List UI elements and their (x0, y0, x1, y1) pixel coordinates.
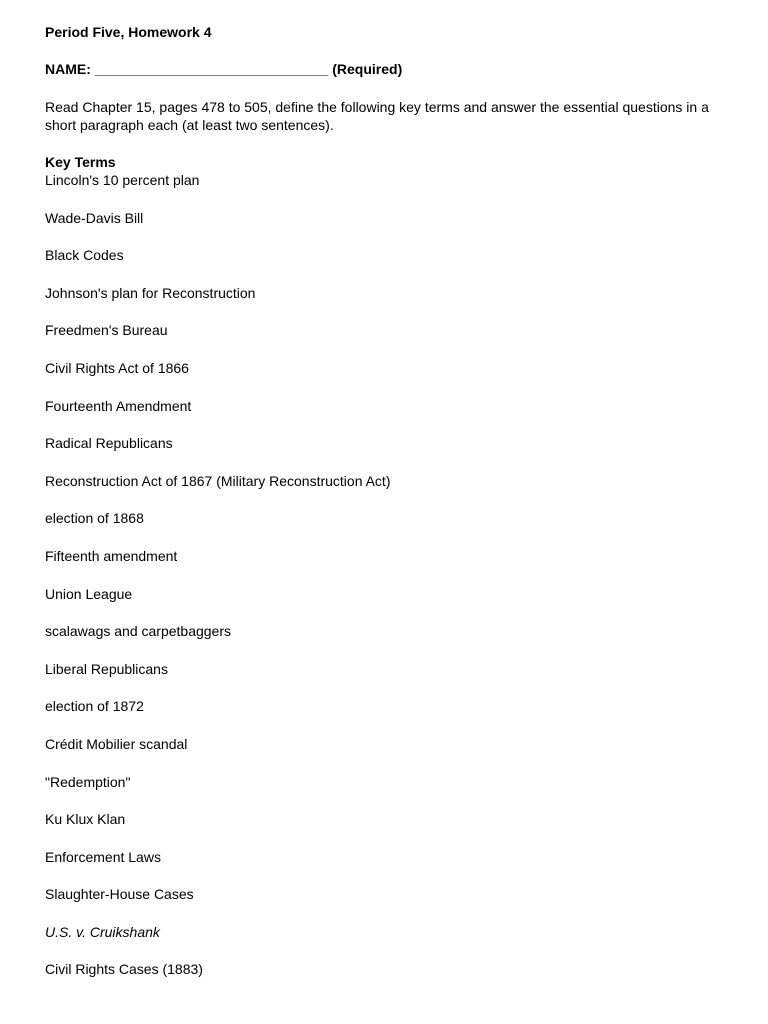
key-term: Black Codes (45, 247, 124, 264)
key-term: Johnson's plan for Reconstruction (45, 284, 256, 301)
key-term: Wade-Davis Bill (45, 209, 144, 226)
key-term: election of 1872 (45, 698, 144, 715)
key-term: Reconstruction Act of 1867 (Military Reconstruction Act) (45, 472, 391, 489)
key-term: Freedmen's Bureau (45, 322, 168, 339)
key-term: "Redemption" (45, 773, 131, 790)
instructions-paragraph: Read Chapter 15, pages 478 to 505, define the following key terms and answer the essential questions in a short paragraph each (at least two sentences). (45, 99, 709, 133)
key-term: Slaughter-House Cases (45, 886, 194, 903)
key-term: election of 1868 (45, 510, 144, 527)
key-term: U.S. v. Cruikshank (45, 923, 160, 940)
key-term: Crédit Mobilier scandal (45, 735, 188, 752)
key-term: Fourteenth Amendment (45, 397, 192, 414)
key-term: Fifteenth amendment (45, 547, 178, 564)
document-title: Period Five, Homework 4 (45, 24, 212, 40)
key-terms-list (45, 171, 715, 978)
key-terms-heading: Key Terms (45, 154, 116, 170)
document-content (45, 23, 715, 978)
key-term: Liberal Republicans (45, 660, 168, 677)
key-term: Enforcement Laws (45, 848, 161, 865)
name-field-line: NAME: ______________________________ (Required) (45, 61, 403, 77)
key-term: Radical Republicans (45, 435, 173, 452)
key-term: Civil Rights Act of 1866 (45, 359, 189, 376)
key-term: Civil Rights Cases (1883) (45, 961, 203, 978)
key-term: Union League (45, 585, 133, 602)
key-term: Ku Klux Klan (45, 811, 126, 828)
key-term: Lincoln's 10 percent plan (45, 172, 200, 188)
key-term: scalawags and carpetbaggers (45, 623, 232, 640)
